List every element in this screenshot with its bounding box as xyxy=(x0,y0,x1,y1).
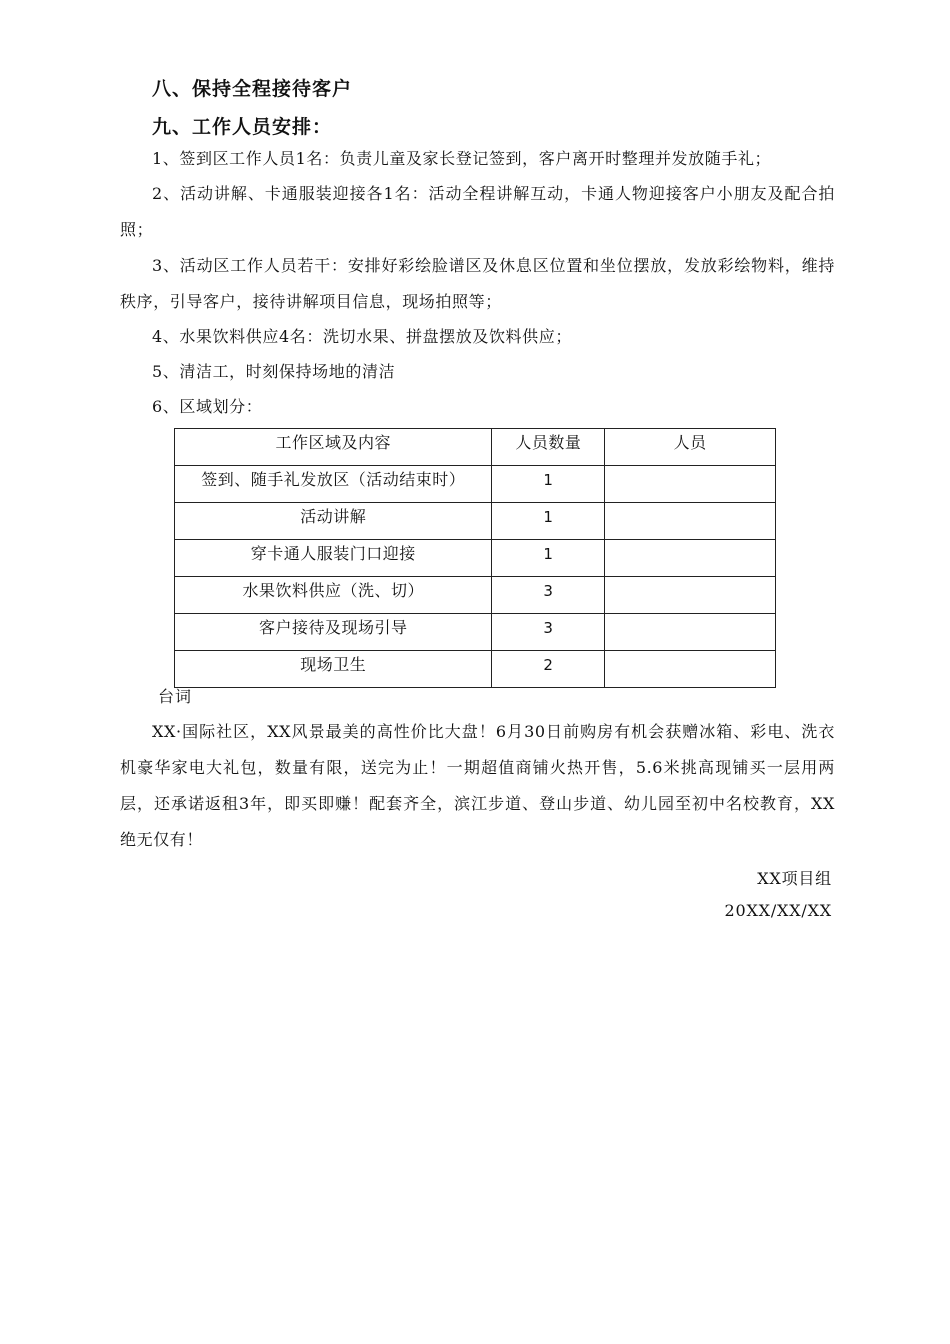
area-cell: 水果饮料供应（洗、切） xyxy=(175,577,492,614)
count-cell: 2 xyxy=(492,651,605,688)
area-cell: 穿卡通人服装门口迎接 xyxy=(175,540,492,577)
table-row xyxy=(175,503,776,540)
staff-item-4: 4、水果饮料供应4名：洗切水果、拼盘摆放及饮料供应； xyxy=(152,327,572,346)
zone-table xyxy=(174,428,776,688)
table-row xyxy=(175,651,776,688)
header-area: 工作区域及内容 xyxy=(175,429,492,466)
section-8-heading: 八、保持全程接待客户 xyxy=(152,78,353,100)
staff-item-1: 1、签到区工作人员1名：负责儿童及家长登记签到，客户离开时整理并发放随手礼； xyxy=(152,149,772,168)
staff-cell xyxy=(605,466,776,503)
staff-cell xyxy=(605,651,776,688)
area-cell: 签到、随手礼发放区（活动结束时） xyxy=(175,466,492,503)
staff-item-5: 5、清洁工，时刻保持场地的清洁 xyxy=(152,362,396,381)
script-body: XX·国际社区，XX风景最美的高性价比大盘！6月30日前购房有机会获赠冰箱、彩电、洗衣机豪华家电大礼包，数量有限，送完为止！一期超值商铺火热开售，5.6米挑高现铺买一层用两层，还承诺返租3年，即买即赚！配套齐全，滨江步道、登山步道、幼儿园至初中名校教育，XX绝无仅有！ xyxy=(120,722,835,849)
staff-cell xyxy=(605,614,776,651)
table-row xyxy=(175,540,776,577)
script-caption: 台词 xyxy=(158,687,193,706)
staff-item-3: 3、活动区工作人员若干：安排好彩绘脸谱区及休息区位置和坐位摆放，发放彩绘物料，维持秩序，引导客户，接待讲解项目信息，现场拍照等； xyxy=(120,256,835,311)
staff-item-2: 2、活动讲解、卡通服装迎接各1名：活动全程讲解互动，卡通人物迎接客户小朋友及配合拍照； xyxy=(120,184,835,239)
staff-item-6: 6、区域划分： xyxy=(152,397,263,416)
signature-organization: XX项目组 xyxy=(757,869,832,888)
count-cell: 3 xyxy=(492,614,605,651)
header-count: 人员数量 xyxy=(492,429,605,466)
count-cell: 1 xyxy=(492,540,605,577)
area-cell: 活动讲解 xyxy=(175,503,492,540)
area-cell: 客户接待及现场引导 xyxy=(175,614,492,651)
area-cell: 现场卫生 xyxy=(175,651,492,688)
signature-date: 20XX/XX/XX xyxy=(724,901,832,920)
table-row xyxy=(175,577,776,614)
header-staff: 人员 xyxy=(605,429,776,466)
table-row xyxy=(175,466,776,503)
staff-cell xyxy=(605,540,776,577)
count-cell: 3 xyxy=(492,577,605,614)
table-row xyxy=(175,614,776,651)
count-cell: 1 xyxy=(492,466,605,503)
count-cell: 1 xyxy=(492,503,605,540)
staff-cell xyxy=(605,503,776,540)
section-9-heading: 九、工作人员安排： xyxy=(152,116,333,138)
table-header-row xyxy=(175,429,776,466)
staff-cell xyxy=(605,577,776,614)
